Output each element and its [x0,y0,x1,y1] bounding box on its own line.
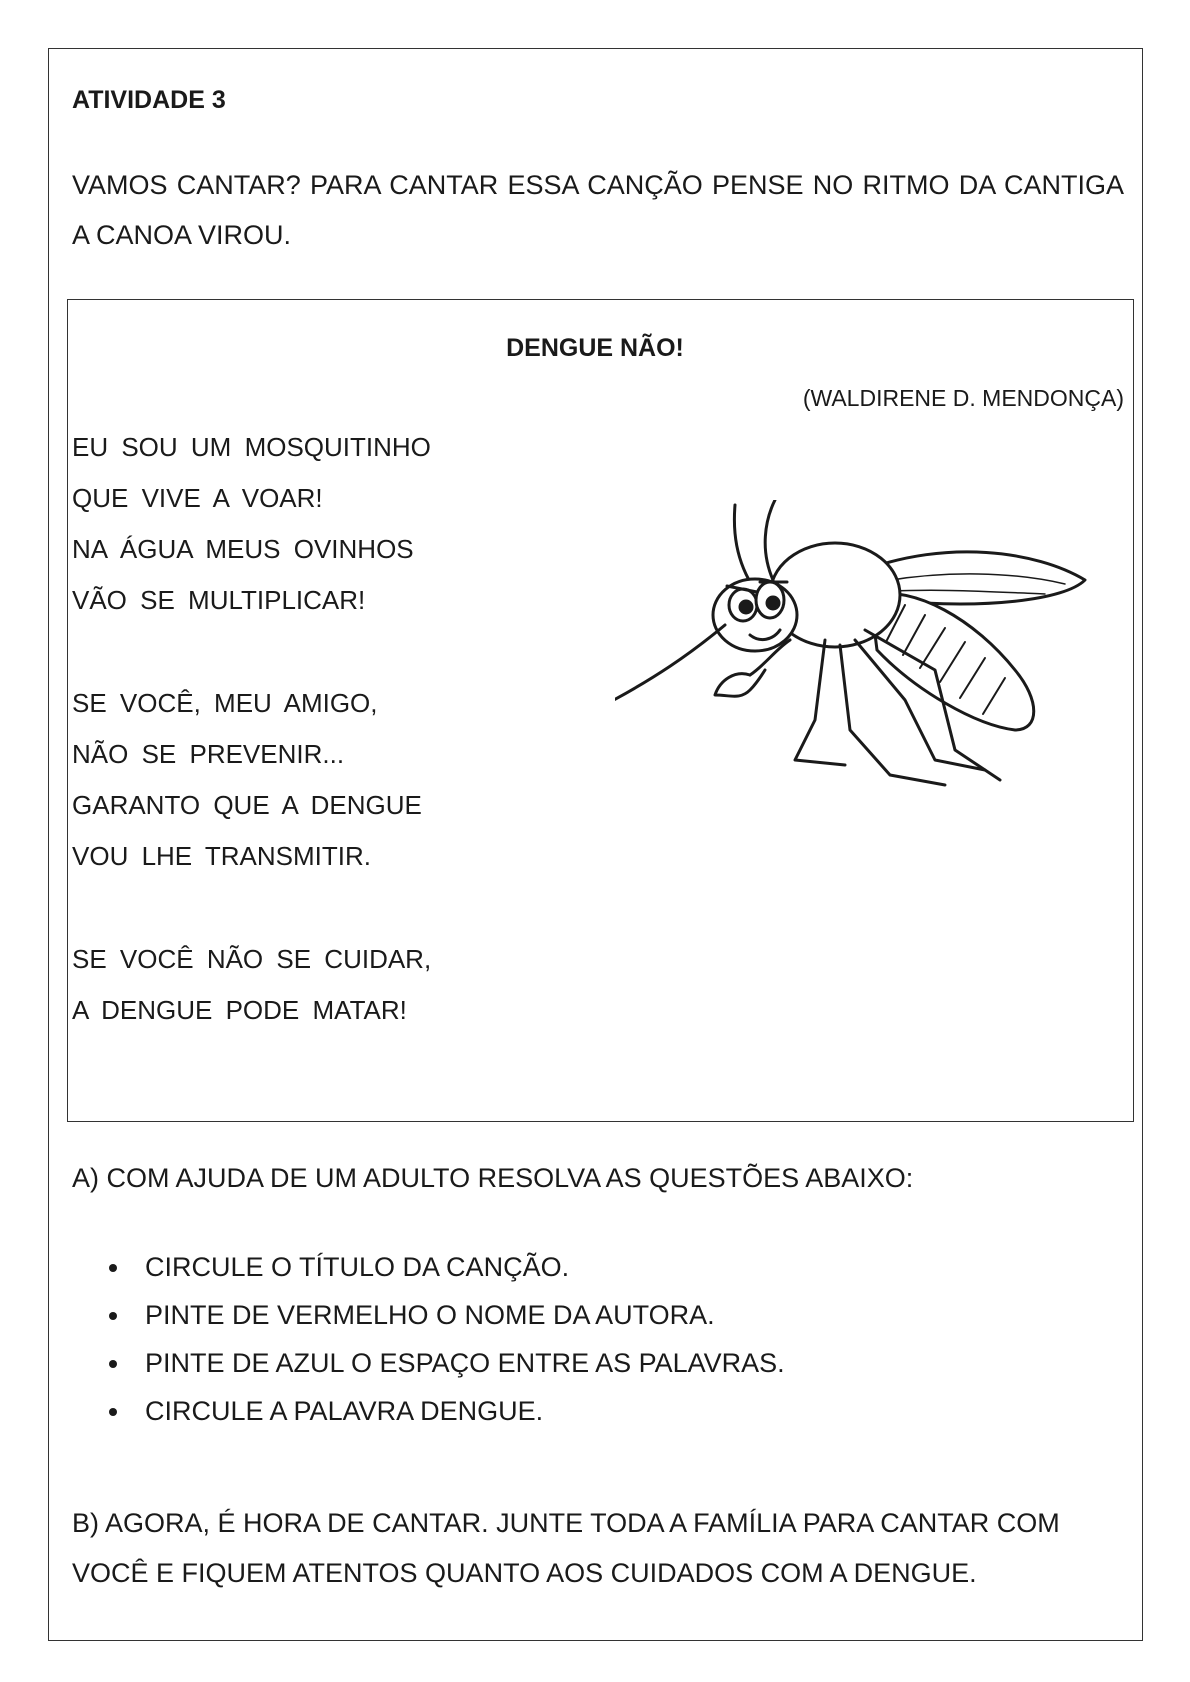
list-item [105,1339,785,1387]
song-title: DENGUE NÃO! [506,334,684,362]
list-item [105,1387,785,1435]
activity-title: ATIVIDADE 3 [72,86,226,114]
task-text: CIRCULE O TÍTULO DA CANÇÃO. [145,1252,570,1282]
song-line: NA ÁGUA MEUS OVINHOS [72,534,414,564]
task-text: PINTE DE AZUL O ESPAÇO ENTRE AS PALAVRAS. [145,1348,785,1378]
list-item [105,1243,785,1291]
question-a: A) COM AJUDA DE UM ADULTO RESOLVA AS QUESTÕES ABAIXO: [72,1163,914,1193]
stanza-1 [72,422,431,626]
song-author: (WALDIRENE D. MENDONÇA) [802,385,1124,411]
song-line: A DENGUE PODE MATAR! [72,995,407,1025]
song-line: NÃO SE PREVENIR... [72,739,345,769]
song-line: EU SOU UM MOSQUITINHO [72,432,431,462]
stanza-3 [72,934,431,1036]
bullet-icon [109,1360,117,1368]
list-item [105,1291,785,1339]
song-line: GARANTO QUE A DENGUE [72,790,422,820]
mosquito-icon [615,500,1115,860]
song-line: SE VOCÊ, MEU AMIGO, [72,688,378,718]
bullet-icon [109,1264,117,1272]
task-list [105,1243,785,1435]
song-line: QUE VIVE A VOAR! [72,483,323,513]
bullet-icon [109,1408,117,1416]
bullet-icon [109,1312,117,1320]
song-line: SE VOCÊ NÃO SE CUIDAR, [72,944,432,974]
question-b: B) AGORA, É HORA DE CANTAR. JUNTE TODA A FAMÍLIA PARA CANTAR COM VOCÊ E FIQUEM ATENTOS QUANTO AOS CUIDADOS COM A DENGUE. [72,1508,1060,1588]
intro-text: VAMOS CANTAR? PARA CANTAR ESSA CANÇÃO PENSE NO RITMO DA CANTIGA A CANOA VIROU. [72,170,1124,250]
stanza-2 [72,678,422,882]
song-line: VÃO SE MULTIPLICAR! [72,585,366,615]
task-text: PINTE DE VERMELHO O NOME DA AUTORA. [145,1300,715,1330]
task-text: CIRCULE A PALAVRA DENGUE. [145,1396,544,1426]
song-line: VOU LHE TRANSMITIR. [72,841,372,871]
